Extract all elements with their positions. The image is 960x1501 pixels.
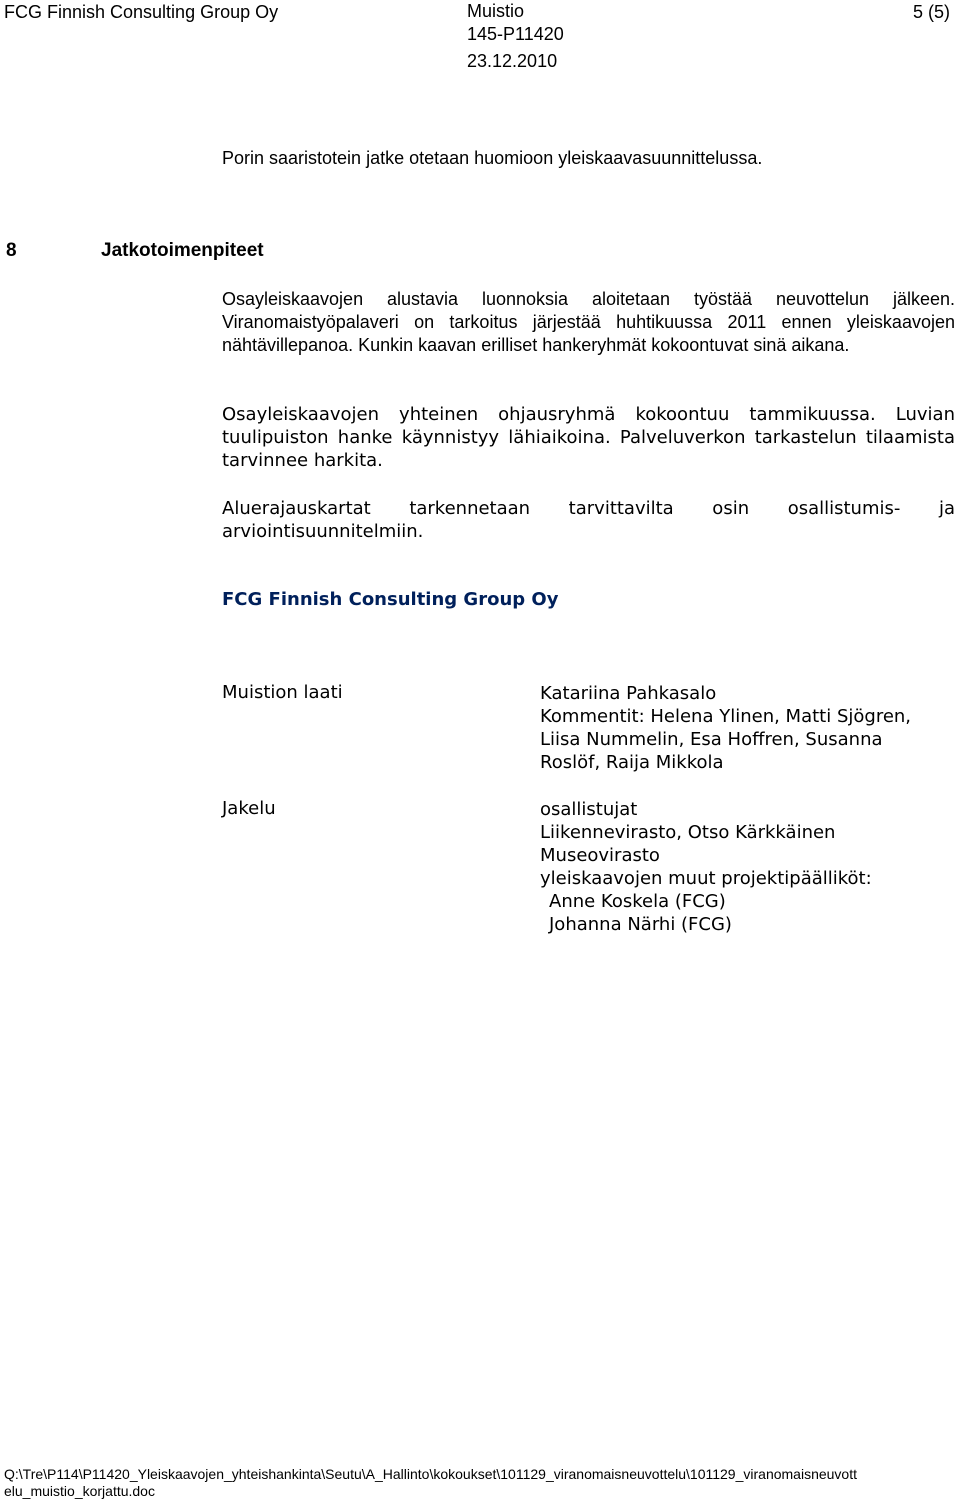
paragraph-draft-plans: Osayleiskaavojen alustavia luonnoksia aloitetaan työstää neuvottelun jälkeen. Viranomaistyöpalaveri on tarkoitus järjestää huhtikuussa 2011 ennen yleiskaavojen nähtävillepanoa. Kunkin kaavan erilliset hankeryhmät kokoontuvat sinä aikana. — [222, 289, 955, 355]
intro-paragraph: Porin saaristotein jatke otetaan huomioon yleiskaavasuunnittelussa. — [222, 148, 763, 168]
footer-file-path — [4, 1466, 857, 1500]
prepared-by-line: Liisa Nummelin, Esa Hoffren, Susanna — [540, 729, 883, 750]
distribution-item: Anne Koskela (FCG) — [549, 891, 726, 912]
distribution-label: Jakelu — [222, 798, 276, 819]
header-doc-type: Muistio — [467, 1, 525, 21]
distribution-item: Liikennevirasto, Otso Kärkkäinen — [540, 822, 836, 843]
header-page-number: 5 (5) — [912, 2, 950, 22]
distribution-item: Johanna Närhi (FCG) — [549, 914, 732, 935]
prepared-by-value — [540, 682, 955, 774]
distribution-item: osallistujat — [540, 799, 638, 820]
paragraph-steering-group: Osayleiskaavojen yhteinen ohjausryhmä kokoontuu tammikuussa. Luvian tuulipuiston hanke käynnistyy lähiaikoina. Palveluverkon tarkastelun tilaamista tarvinnee harkita. — [222, 404, 955, 471]
prepared-by-line: Kommentit: Helena Ylinen, Matti Sjögren, — [540, 706, 912, 727]
footer-path-line: Q:\Tre\P114\P11420_Yleiskaavojen_yhteishankinta\Seutu\A_Hallinto\kokoukset\101129_viranomaisneuvottelu\101129_viranomaisneuvott — [4, 1466, 857, 1482]
header-company: FCG Finnish Consulting Group Oy — [4, 2, 279, 22]
distribution-item: yleiskaavojen muut projektipäälliköt: — [540, 868, 872, 889]
prepared-by-line: Katariina Pahkasalo — [540, 683, 717, 704]
signature-company: FCG Finnish Consulting Group Oy — [222, 589, 559, 610]
header-doc-info — [467, 0, 564, 77]
distribution-item: Museovirasto — [540, 845, 660, 866]
footer-path-line: elu_muistio_korjattu.doc — [4, 1483, 155, 1499]
distribution-list — [540, 798, 955, 936]
paragraph-boundary-maps: Aluerajauskartat tarkennetaan tarvittavilta osin osallistumis- ja arviointisuunnitelmiin. — [222, 498, 955, 542]
prepared-by-label: Muistion laati — [222, 682, 343, 703]
prepared-by-line: Roslöf, Raija Mikkola — [540, 752, 724, 773]
section-title: Jatkotoimenpiteet — [101, 240, 264, 261]
section-number: 8 — [6, 240, 17, 261]
header-date: 23.12.2010 — [467, 51, 558, 71]
header-project-number: 145-P11420 — [467, 24, 564, 44]
